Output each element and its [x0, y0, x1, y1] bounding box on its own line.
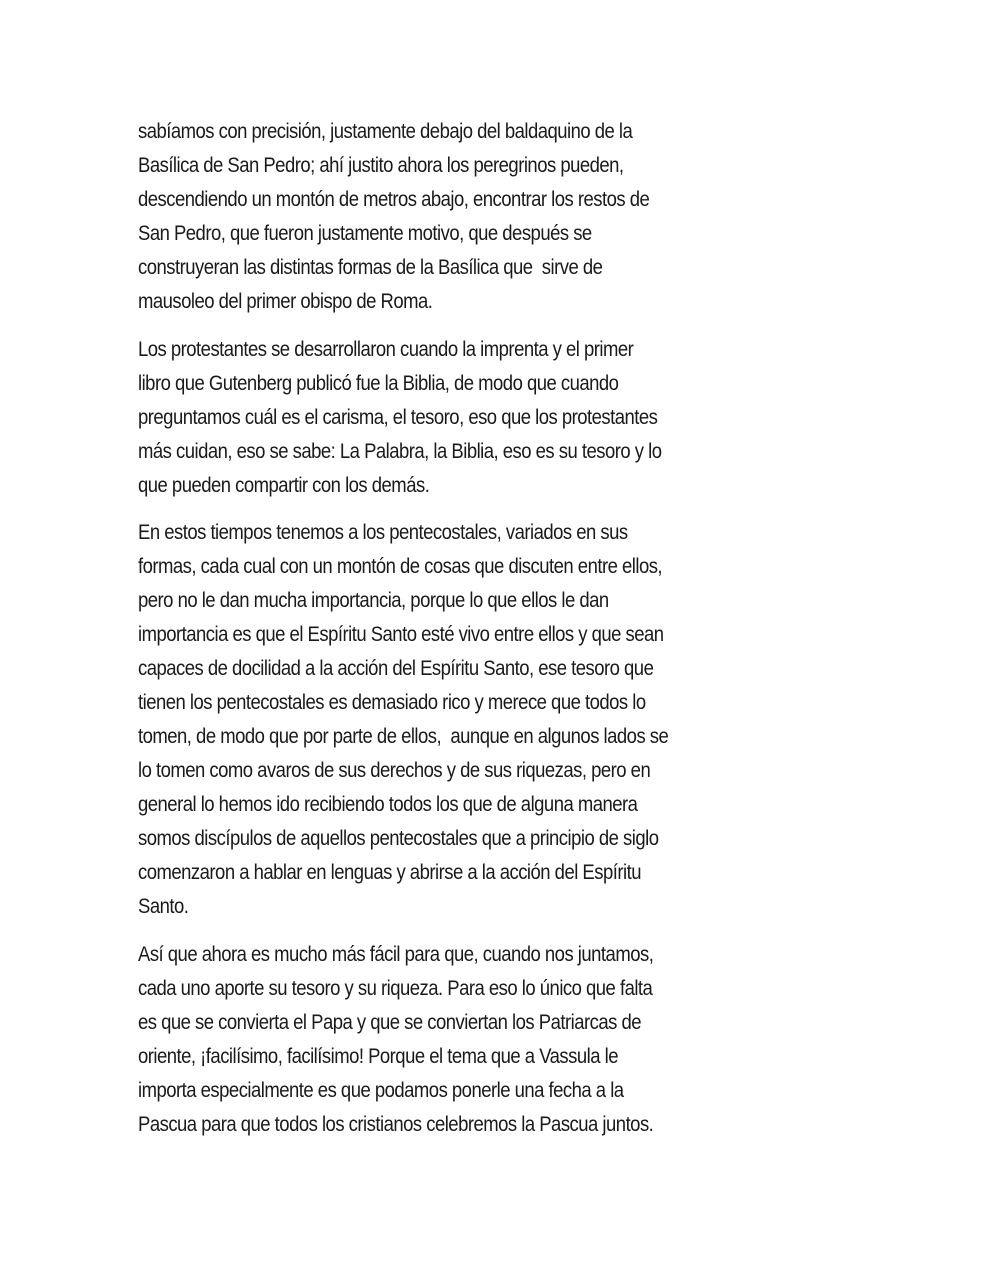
text-line: San Pedro, que fueron justamente motivo, que después se	[138, 221, 592, 245]
text-line: construyeran las distintas formas de la Basílica que sirve de	[138, 255, 603, 279]
text-line: cada uno aporte su tesoro y su riqueza. Para eso lo único que falta	[138, 976, 653, 1000]
text-line: importancia es que el Espíritu Santo esté vivo entre ellos y que sean	[138, 622, 664, 646]
text-line: preguntamos cuál es el carisma, el tesoro, eso que los protestantes	[138, 405, 658, 429]
paragraph-1	[138, 114, 732, 318]
text-line: tomen, de modo que por parte de ellos, aunque en algunos lados se	[138, 724, 669, 748]
text-line: En estos tiempos tenemos a los pentecostales, variados en sus	[138, 520, 628, 544]
text-line: es que se convierta el Papa y que se conviertan los Patriarcas de	[138, 1010, 641, 1034]
text-line: formas, cada cual con un montón de cosas que discuten entre ellos,	[138, 554, 663, 578]
text-line: descendiendo un montón de metros abajo, encontrar los restos de	[138, 187, 650, 211]
paragraph-2	[138, 332, 747, 502]
text-line: capaces de docilidad a la acción del Espíritu Santo, ese tesoro que	[138, 656, 654, 680]
text-line: pero no le dan mucha importancia, porque lo que ellos le dan	[138, 588, 609, 612]
text-line: más cuidan, eso se sabe: La Palabra, la Biblia, eso es su tesoro y lo	[138, 439, 662, 463]
text-line: somos discípulos de aquellos pentecostales que a principio de siglo	[138, 826, 659, 850]
text-line: mausoleo del primer obispo de Roma.	[138, 289, 433, 313]
paragraph-4	[138, 937, 737, 1141]
text-line: tienen los pentecostales es demasiado rico y merece que todos lo	[138, 690, 646, 714]
paragraph-3	[138, 515, 755, 923]
text-line: importa especialmente es que podamos ponerle una fecha a la	[138, 1078, 624, 1102]
text-line: comenzaron a hablar en lenguas y abrirse a la acción del Espíritu	[138, 860, 641, 884]
text-line: sabíamos con precisión, justamente debajo del baldaquino de la	[138, 119, 633, 143]
text-line: Basílica de San Pedro; ahí justito ahora los peregrinos pueden,	[138, 153, 624, 177]
text-line: Los protestantes se desarrollaron cuando la imprenta y el primer	[138, 337, 634, 361]
text-line: que pueden compartir con los demás.	[138, 473, 430, 497]
text-line: Santo.	[138, 894, 189, 918]
text-line: lo tomen como avaros de sus derechos y de sus riquezas, pero en	[138, 758, 651, 782]
text-line: Así que ahora es mucho más fácil para que, cuando nos juntamos,	[138, 942, 654, 966]
text-line: oriente, ¡facilísimo, facilísimo! Porque el tema que a Vassula le	[138, 1044, 618, 1068]
text-line: Pascua para que todos los cristianos celebremos la Pascua juntos.	[138, 1112, 654, 1136]
text-line: libro que Gutenberg publicó fue la Biblia, de modo que cuando	[138, 371, 619, 395]
text-line: general lo hemos ido recibiendo todos los que de alguna manera	[138, 792, 638, 816]
